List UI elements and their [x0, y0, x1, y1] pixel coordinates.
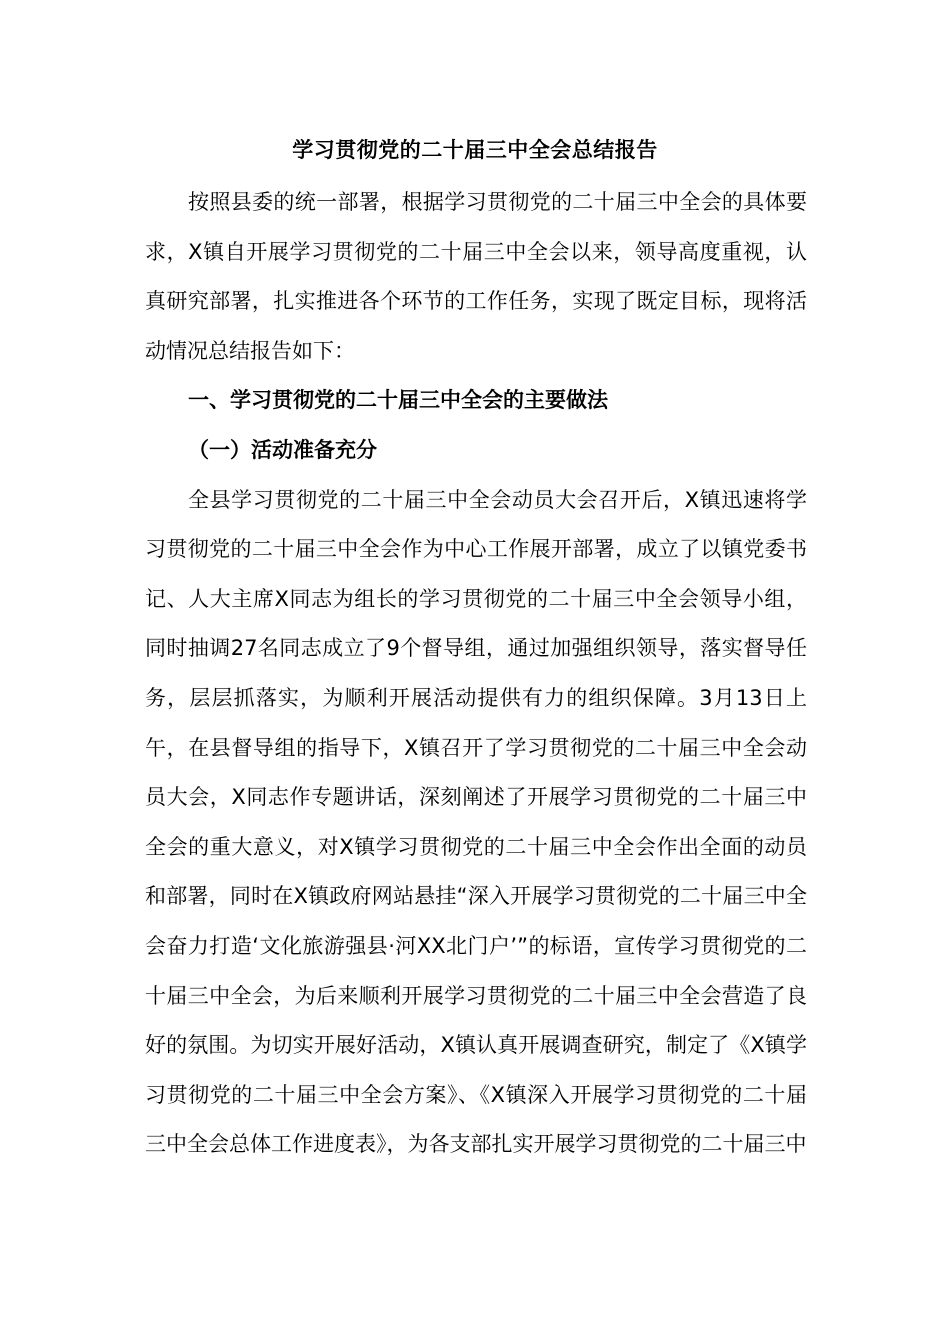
document-body	[145, 178, 807, 1170]
intro-paragraph: 按照县委的统一部署，根据学习贯彻党的二十届三中全会的具体要求，X镇自开展学习贯彻党的二十届三中全会以来，领导高度重视，认真研究部署，扎实推进各个环节的工作任务，实现了既定目标，现将活动情况总结报告如下：	[145, 190, 807, 363]
subsection-heading: （一）活动准备充分	[188, 437, 377, 462]
document-title: 学习贯彻党的二十届三中全会总结报告	[292, 138, 658, 162]
subsection-paragraph: 全县学习贯彻党的二十届三中全会动员大会召开后，X镇迅速将学习贯彻党的二十届三中全会作为中心工作展开部署，成立了以镇党委书记、人大主席X同志为组长的学习贯彻党的二十届三中全会领导小组，同时抽调27名同志成立了9个督导组，通过加强组织领导，落实督导任务，层层抓落实，为顺利开展活动提供有力的组织保障。3月13日上午，在县督导组的指导下，X镇召开了学习贯彻党的二十届三中全会动员大会，X同志作专题讲话，深刻阐述了开展学习贯彻党的二十届三中全会的重大意义，对X镇学习贯彻党的二十届三中全会作出全面的动员和部署，同时在X镇政府网站悬挂“深入开展学习贯彻党的二十届三中全会奋力打造‘文化旅游强县·河XX北门户’”的标语，宣传学习贯彻党的二十届三中全会，为后来顺利开展学习贯彻党的二十届三中全会营造了良好的氛围。为切实开展好活动，X镇认真开展调查研究，制定了《X镇学习贯彻党的二十届三中全会方案》、《X镇深入开展学习贯彻党的二十届三中全会总体工作进度表》，为各支部扎实开展学习贯彻党的二十届三中	[145, 487, 807, 1157]
section-heading: 一、学习贯彻党的二十届三中全会的主要做法	[188, 388, 608, 413]
